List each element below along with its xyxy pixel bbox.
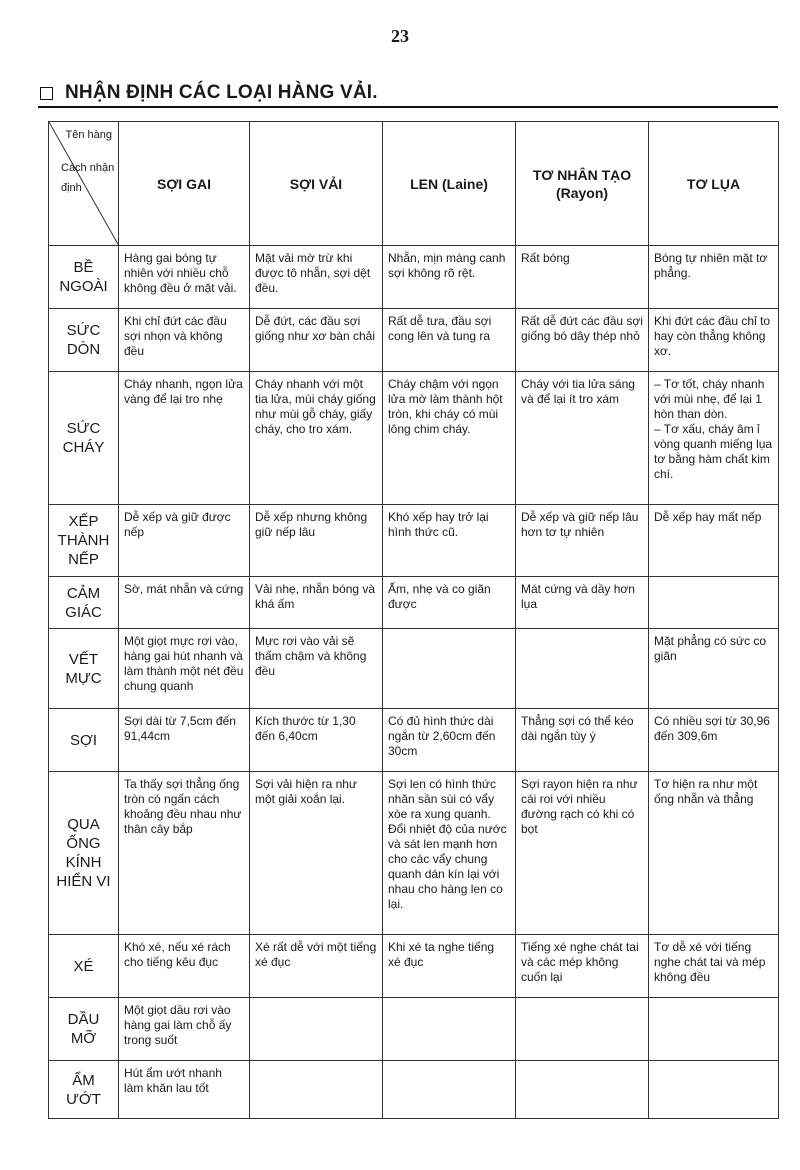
row-header: BỀ NGOÀI — [49, 246, 119, 309]
table-cell — [383, 998, 516, 1061]
table-cell: Cháy chậm với ngọn lửa mờ làm thành hột tròn, khi cháy có mùi lông chim cháy. — [383, 372, 516, 505]
row-header: ẨM ƯỚT — [49, 1061, 119, 1119]
table-cell — [383, 629, 516, 709]
table-cell: Xé rất dễ với một tiếng xé đục — [250, 935, 383, 998]
table-row — [49, 372, 779, 505]
column-header: LEN (Laine) — [383, 122, 516, 246]
row-header: DẦU MỠ — [49, 998, 119, 1061]
table-cell: Tiếng xé nghe chát tai và các mép không cuốn lại — [516, 935, 649, 998]
table-cell: Khi chỉ đứt các đầu sợi nhọn và không đều — [119, 309, 250, 372]
table-cell: Tơ dễ xé với tiếng nghe chát tai và mép không đều — [649, 935, 779, 998]
table-cell: Dễ xếp và giữ được nếp — [119, 505, 250, 577]
table-cell: Bóng tự nhiên mặt tơ phẳng. — [649, 246, 779, 309]
table-cell: Một giọt dầu rơi vào hàng gai làm chỗ ấy trong suốt — [119, 998, 250, 1061]
row-header: SỨC DÒN — [49, 309, 119, 372]
table-cell: Mực rơi vào vải sẽ thấm chậm và không đều — [250, 629, 383, 709]
row-header: VẾT MỰC — [49, 629, 119, 709]
table-cell: Sợi len có hình thức nhăn sần sùi có vẩy xòe ra xung quanh. Đổi nhiệt độ của nước và sát len mạnh hơn cho các vẩy chung quanh dán kín lại với nhau cho hàng len co lại. — [383, 772, 516, 935]
page-number: 23 — [391, 26, 409, 46]
table-cell: Khó xếp hay trở lại hình thức cũ. — [383, 505, 516, 577]
table-cell — [516, 998, 649, 1061]
table-cell — [516, 629, 649, 709]
table-cell: – Tơ tốt, cháy nhanh với mùi nhẹ, để lại 1 hòn than dòn. – Tơ xấu, cháy âm ỉ vòng quanh miếng lụa tơ bằng hàm chất kim chí. — [649, 372, 779, 505]
table-cell: Khó xé, nếu xé rách cho tiếng kêu đục — [119, 935, 250, 998]
table-cell: Khi đứt các đầu chỉ to hay còn thẳng không xơ. — [649, 309, 779, 372]
table-cell: Sờ, mát nhẵn và cứng — [119, 577, 250, 629]
table-cell: Mát cứng và dầy hơn lụa — [516, 577, 649, 629]
table-row — [49, 709, 779, 772]
corner-bottom-label: Cách nhận định — [61, 162, 115, 194]
page-heading — [40, 82, 378, 104]
table-cell: Thẳng sợi có thể kéo dài ngắn tùy ý — [516, 709, 649, 772]
column-header: SỢI VẢI — [250, 122, 383, 246]
table-cell: Cháy nhanh, ngọn lửa vàng để lại tro nhẹ — [119, 372, 250, 505]
table-cell — [250, 998, 383, 1061]
table-cell: Ấm, nhẹ và co giãn được — [383, 577, 516, 629]
table-cell: Sợi rayon hiện ra như cái roi với nhiều đường rạch có khi có bọt — [516, 772, 649, 935]
table-cell: Dễ xếp hay mất nếp — [649, 505, 779, 577]
table-row — [49, 1061, 779, 1119]
table-body — [49, 246, 779, 1119]
table-cell: Tơ hiện ra như một ống nhẵn và thẳng — [649, 772, 779, 935]
table-cell: Sợi dài từ 7,5cm đến 91,44cm — [119, 709, 250, 772]
heading-rule — [38, 106, 778, 108]
table-cell: Có đủ hình thức dài ngắn từ 2,60cm đến 30cm — [383, 709, 516, 772]
checkbox-square-icon — [40, 87, 53, 100]
table-cell — [649, 998, 779, 1061]
table-cell: Hàng gai bóng tự nhiên với nhiều chỗ không đều ở mặt vải. — [119, 246, 250, 309]
row-header: SỨC CHÁY — [49, 372, 119, 505]
table-row — [49, 629, 779, 709]
row-header: XẾP THÀNH NẾP — [49, 505, 119, 577]
table-cell: Khi xé ta nghe tiếng xé đục — [383, 935, 516, 998]
table-cell — [516, 1061, 649, 1119]
table-cell: Kích thước từ 1,30 đến 6,40cm — [250, 709, 383, 772]
table-header-row — [49, 122, 779, 246]
table-cell: Rất bóng — [516, 246, 649, 309]
table-row — [49, 309, 779, 372]
table-row — [49, 998, 779, 1061]
table-cell: Mặt phẳng có sức co giãn — [649, 629, 779, 709]
table-cell — [649, 577, 779, 629]
table-cell: Một giọt mực rơi vào, hàng gai hút nhanh và làm thành một nét đều chung quanh — [119, 629, 250, 709]
table-cell: Cháy với tia lửa sáng và để lại ít tro xám — [516, 372, 649, 505]
table-cell — [649, 1061, 779, 1119]
corner-top-label: Tên hàng — [65, 129, 112, 141]
table-cell: Vải nhẹ, nhẵn bóng và khá ấm — [250, 577, 383, 629]
table-cell: Dễ đứt, các đầu sợi giống như xơ bàn chải — [250, 309, 383, 372]
table-cell — [383, 1061, 516, 1119]
table-cell: Dễ xếp nhưng không giữ nếp lâu — [250, 505, 383, 577]
column-header: TƠ NHÂN TẠO (Rayon) — [516, 122, 649, 246]
table-row — [49, 505, 779, 577]
table-row — [49, 246, 779, 309]
row-header: XÉ — [49, 935, 119, 998]
row-header: SỢI — [49, 709, 119, 772]
heading-text: NHẬN ĐỊNH CÁC LOẠI HÀNG VẢI. — [65, 82, 378, 103]
fabric-comparison-table — [48, 121, 779, 1119]
table-row — [49, 935, 779, 998]
table-cell — [250, 1061, 383, 1119]
corner-cell — [49, 122, 119, 246]
table-cell: Sợi vải hiện ra như một giải xoắn lại. — [250, 772, 383, 935]
row-header: QUA ỐNG KÍNH HIỂN VI — [49, 772, 119, 935]
table-cell: Rất dễ tưa, đầu sợi cong lên và tung ra — [383, 309, 516, 372]
row-header: CẢM GIÁC — [49, 577, 119, 629]
table-cell: Rất dễ đứt các đầu sợi giống bó dây thép nhỏ — [516, 309, 649, 372]
table-cell: Nhẵn, mịn màng canh sợi không rõ rệt. — [383, 246, 516, 309]
table-row — [49, 772, 779, 935]
table-cell: Cháy nhanh với một tia lửa, mùi cháy giống như mùi gỗ cháy, giấy cháy, cho tro xám. — [250, 372, 383, 505]
table-cell: Có nhiều sợi từ 30,96 đến 309,6m — [649, 709, 779, 772]
column-header: TƠ LỤA — [649, 122, 779, 246]
table-cell: Ta thấy sợi thẳng ống tròn có ngấn cách khoảng đều nhau như thân cây bắp — [119, 772, 250, 935]
table-cell: Dễ xếp và giữ nếp lâu hơn tơ tự nhiên — [516, 505, 649, 577]
table-row — [49, 577, 779, 629]
column-header: SỢI GAI — [119, 122, 250, 246]
table-cell: Mặt vải mờ trừ khi được tô nhẵn, sợi dệt đều. — [250, 246, 383, 309]
table-cell: Hút ẩm ướt nhanh làm khăn lau tốt — [119, 1061, 250, 1119]
